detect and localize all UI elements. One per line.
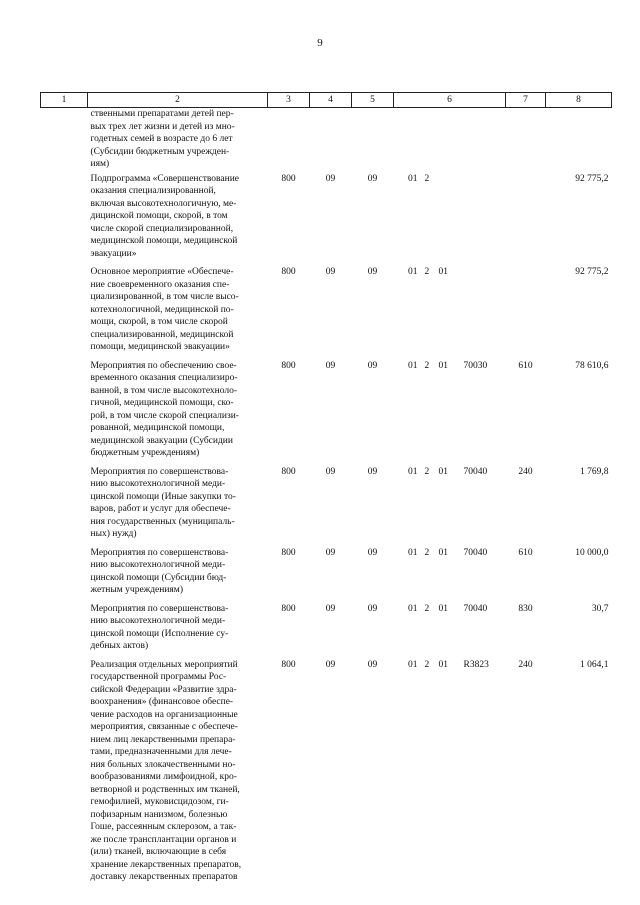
row-col-5: 09 xyxy=(367,466,378,477)
table-row xyxy=(41,466,612,547)
table-row xyxy=(41,547,612,603)
table-row xyxy=(41,173,612,267)
row-amount: 78 610,6 xyxy=(575,360,609,371)
row-code-part-2: 2 xyxy=(424,267,430,277)
table-row xyxy=(41,108,612,173)
row-col-7: 610 xyxy=(518,547,533,558)
row-col-4: 09 xyxy=(325,267,336,277)
row-description: Мероприятия по совершенствова- нию высокотехнологичной меди- цинской помощи (Субсидии бюд- жетным учреждениям) xyxy=(90,547,229,595)
row-code-part-2 xyxy=(422,108,436,173)
row-amount xyxy=(546,108,612,173)
row-col-1 xyxy=(41,266,88,360)
row-col-1 xyxy=(41,173,88,267)
row-code-part-4 xyxy=(464,266,506,360)
row-code-part-4: 70030 xyxy=(463,360,488,371)
page-number: 9 xyxy=(317,37,323,49)
row-col-4 xyxy=(310,108,352,173)
header-col-1: 1 xyxy=(41,93,88,108)
row-code-part-3: 01 xyxy=(438,360,448,371)
row-col-7: 240 xyxy=(518,466,533,477)
row-amount: 1 064,1 xyxy=(580,659,609,670)
row-code-part-3: 01 xyxy=(438,466,448,477)
header-row xyxy=(41,93,612,108)
row-col-1 xyxy=(41,108,88,173)
row-code-part-3: 01 xyxy=(438,547,448,558)
row-code-part-1: 01 xyxy=(408,267,418,277)
row-description: Реализация отдельных мероприятий государственной программы Рос- сийской Федерации «Развитие здра- воохранения» (финансовое обеспе- чение расходов на организационные мероприятия, связанные с обеспече- нием лиц лекарственными препара- тами, предназначенными для лече- ния больных злокачественными но- вообразованиями лимфоидной, кро- ветворной и родственных им тканей, гемофилией, муковисцидозом, ги- пофизарным нанизмом, болезнью Гоше, рассеянным склерозом, а так- же после трансплантации органов и (или) тканей, включающие в себя хранение лекарственных препаратов, доставку лекарственных препаратов xyxy=(90,659,242,882)
row-code-part-3: 01 xyxy=(438,659,448,670)
row-col-4: 09 xyxy=(325,360,336,371)
row-amount: 92 775,2 xyxy=(575,173,609,184)
row-col-5: 09 xyxy=(367,173,378,184)
row-col-3: 800 xyxy=(281,173,296,184)
row-col-5: 09 xyxy=(367,659,378,670)
header-col-8: 8 xyxy=(546,93,612,108)
row-col-7 xyxy=(506,266,546,360)
header-col-2: 2 xyxy=(88,93,268,108)
row-code-part-1: 01 xyxy=(408,360,418,371)
row-col-5: 09 xyxy=(367,547,378,558)
row-amount: 92 775,2 xyxy=(575,267,609,277)
row-code-part-1: 01 xyxy=(408,547,418,558)
row-code-part-4: 70040 xyxy=(463,603,488,614)
row-col-1 xyxy=(41,466,88,547)
row-col-1 xyxy=(41,603,88,659)
row-code-part-2: 2 xyxy=(424,603,430,614)
row-col-7: 240 xyxy=(518,659,533,670)
row-code-part-2: 2 xyxy=(424,547,430,558)
row-col-3: 800 xyxy=(281,267,296,277)
row-col-5: 09 xyxy=(367,603,378,614)
row-col-3: 800 xyxy=(281,603,296,614)
row-col-3 xyxy=(268,108,310,173)
row-code-part-4: R3823 xyxy=(463,659,489,670)
row-code-part-2: 2 xyxy=(424,360,430,371)
budget-table xyxy=(40,92,612,890)
row-code-part-1: 01 xyxy=(408,603,418,614)
row-col-3: 800 xyxy=(281,360,296,371)
row-col-7: 830 xyxy=(518,603,533,614)
row-description: Мероприятия по совершенствова- нию высокотехнологичной меди- цинской помощи (Исполнение су- дебных актов) xyxy=(90,603,229,651)
row-description: ственными препаратами детей пер- вых трех лет жизни и детей из мно- годетных семей в возрасте до 6 лет (Субсидии бюджетным учрежден- иям) xyxy=(90,109,235,169)
table-row xyxy=(41,603,612,659)
table-row xyxy=(41,266,612,360)
row-col-1 xyxy=(41,547,88,603)
row-code-part-3 xyxy=(436,108,464,173)
table-row xyxy=(41,659,612,890)
row-amount: 1 769,8 xyxy=(580,466,609,477)
row-code-part-4 xyxy=(464,108,506,173)
row-description: Подпрограмма «Совершенствование оказания специализированной, включая высокотехнологичную, ме- дицинской помощи, скорой, в том числе скорой специализированной, медицинской помощи, медицинской эвакуации» xyxy=(90,173,240,259)
row-code-part-1 xyxy=(394,108,422,173)
row-col-7 xyxy=(506,108,546,173)
table-body xyxy=(41,108,612,890)
row-col-1 xyxy=(41,360,88,466)
row-col-3: 800 xyxy=(281,659,296,670)
row-code-part-3 xyxy=(436,173,464,267)
header-col-4: 4 xyxy=(310,93,352,108)
row-code-part-1: 01 xyxy=(408,466,418,477)
row-col-3: 800 xyxy=(281,547,296,558)
row-code-part-4 xyxy=(464,173,506,267)
row-code-part-2: 2 xyxy=(424,466,430,477)
row-col-3: 800 xyxy=(281,466,296,477)
row-amount: 10 000,0 xyxy=(575,547,609,558)
row-col-5 xyxy=(352,108,394,173)
row-code-part-2: 2 xyxy=(424,173,430,184)
row-col-4: 09 xyxy=(325,547,336,558)
header-col-3: 3 xyxy=(268,93,310,108)
row-code-part-3: 01 xyxy=(438,603,448,614)
table-row xyxy=(41,360,612,466)
row-col-4: 09 xyxy=(325,603,336,614)
row-col-5: 09 xyxy=(367,267,378,277)
row-code-part-2: 2 xyxy=(424,659,430,670)
row-col-4: 09 xyxy=(325,659,336,670)
header-col-7: 7 xyxy=(506,93,546,108)
row-description: Мероприятия по обеспечению свое- временного оказания специализиро- ванной, в том числе высокотехноло- гичной, медицинской помощи, ско- рой, в том числе скорой специализи- рованной, медицинской помощи, медицинской эвакуации (Субсидии бюджетным учреждениям) xyxy=(90,360,239,458)
row-col-7 xyxy=(506,173,546,267)
row-code-part-1: 01 xyxy=(408,173,418,184)
row-code-part-1: 01 xyxy=(408,659,418,670)
row-code-part-3: 01 xyxy=(438,267,448,277)
row-code-part-4: 70040 xyxy=(463,466,488,477)
row-code-part-4: 70040 xyxy=(463,547,488,558)
row-col-5: 09 xyxy=(367,360,378,371)
row-description: Основное мероприятие «Обеспече- ние своевременного оказания спе- циализированной, в том числе высо- котехнологичной, медицинской по- мощи, скорой, в том числе скорой специализированной, медицинской помощи, медицинской эвакуации» xyxy=(90,267,239,352)
header-col-5: 5 xyxy=(352,93,394,108)
row-col-4: 09 xyxy=(325,466,336,477)
row-col-4: 09 xyxy=(325,173,336,184)
row-description: Мероприятия по совершенствова- нию высокотехнологичной меди- цинской помощи (Иные закупки то- варов, работ и услуг для обеспече- ния государственных (муниципаль- ных) нужд) xyxy=(90,466,236,539)
row-col-1 xyxy=(41,659,88,890)
row-col-7: 610 xyxy=(518,360,533,371)
row-amount: 30,7 xyxy=(591,603,609,614)
header-col-6: 6 xyxy=(394,93,506,108)
